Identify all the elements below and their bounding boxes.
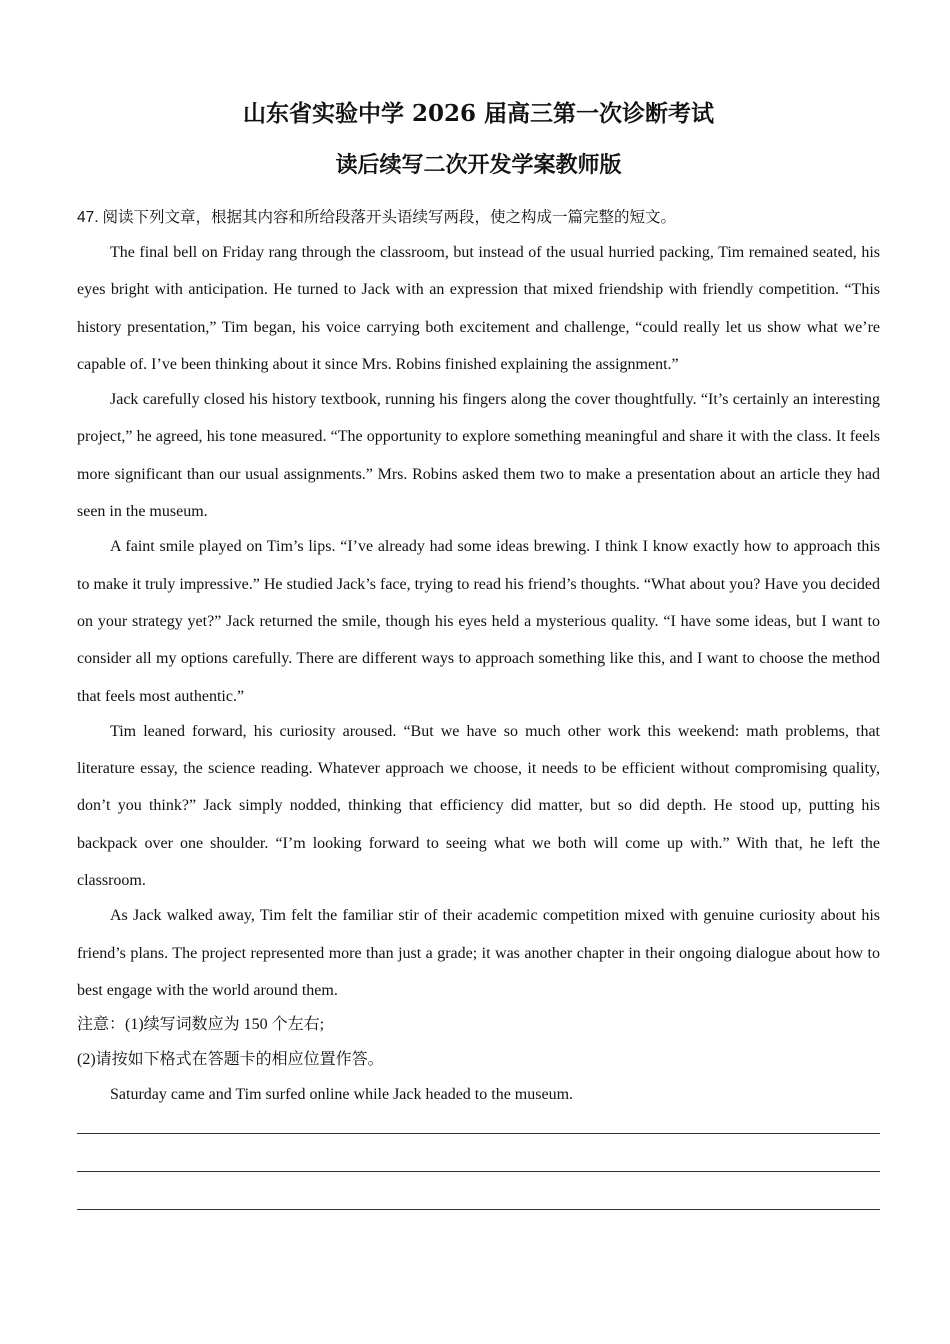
passage-paragraph-2: Jack carefully closed his history textbook, running his fingers along the cover thoughtfully. “It’s certainly an interesting project,” he agreed, his tone measured. “The opportunity to explore something meaningful and share it with the class. It feels more significant than our usual assignments.” Mrs. Robins asked them two to make a presentation about an article they had seen in the museum.: [77, 391, 880, 521]
note-word-count: 注意：(1)续写词数应为 150 个左右;: [77, 1016, 325, 1034]
instruction-text: 阅读下列文章，根据其内容和所给段落开头语续写两段，使之构成一篇完整的短文。: [102, 209, 676, 226]
passage: [77, 234, 880, 1112]
passage-paragraph-5: As Jack walked away, Tim felt the familiar stir of their academic competition mixed with genuine curiosity about his friend’s plans. The project represented more than just a grade; it was another chapter in their ongoing dialogue about how to best engage with the world around them.: [77, 907, 880, 999]
question-number: 47.: [77, 209, 99, 226]
note-answer-format: (2)请按如下格式在答题卡的相应位置作答。: [77, 1051, 384, 1069]
continuation-starter: Saturday came and Tim surfed online while Jack headed to the museum.: [110, 1086, 574, 1104]
passage-paragraph-4: Tim leaned forward, his curiosity aroused. “But we have so much other work this weekend: math problems, that literature essay, the science reading. Whatever approach we choose, it needs to be efficient without compromising quality, don’t you think?” Jack simply nodded, thinking that efficiency did matter, but so did depth. He stood up, putting his backpack over one shoulder. “I’m looking forward to seeing what we both will come up with.” With that, he left the classroom.: [77, 722, 880, 890]
question-instruction: [77, 207, 880, 229]
passage-paragraph-3: A faint smile played on Tim’s lips. “I’ve already had some ideas brewing. I think I know exactly how to approach this to make it truly impressive.” He studied Jack’s face, trying to read his friend’s thoughts. “What about you? Have you decided on your strategy yet?” Jack returned the smile, though his eyes held a mysterious quality. “I have some ideas, but I want to consider all my options carefully. There are different ways to approach something like this, and I want to choose the method that feels most authentic.”: [77, 538, 880, 705]
answer-line[interactable]: [77, 1209, 880, 1210]
page-title: 山东省实验中学 2026 届高三第一次诊断考试: [242, 100, 715, 127]
passage-paragraph-1: The final bell on Friday rang through the classroom, but instead of the usual hurried packing, Tim remained seated, his eyes bright with anticipation. He turned to Jack with an expression that mixed friendship with friendly competition. “This history presentation,” Tim began, his voice carrying both excitement and challenge, “could really let us show what we’re capable of. I’ve been thinking about it since Mrs. Robins finished explaining the assignment.”: [77, 244, 880, 373]
page-subtitle: 读后续写二次开发学案教师版: [335, 152, 622, 178]
answer-line[interactable]: [77, 1133, 880, 1134]
answer-line[interactable]: [77, 1171, 880, 1172]
answer-area: [77, 1133, 880, 1247]
